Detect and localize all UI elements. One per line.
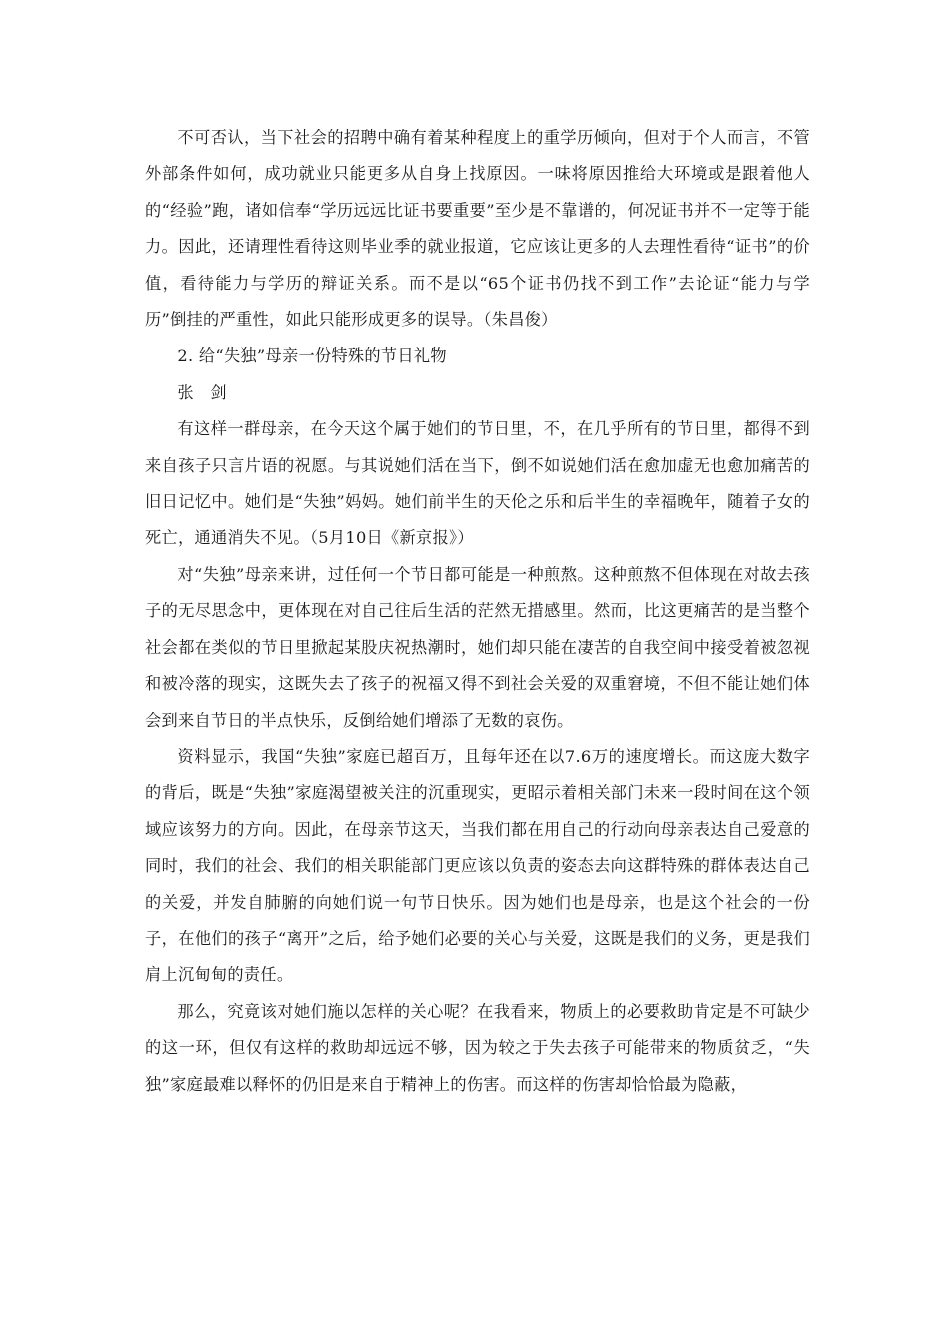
paragraph-intro: 有这样一群母亲，在今天这个属于她们的节日里，不，在几乎所有的节日里，都得不到来自孩子只言片语的祝愿。与其说她们活在当下，倒不如说她们活在愈加虚无也愈加痛苦的旧日记忆中。她们是“失独”妈妈。她们前半生的天伦之乐和后半生的幸福晚年，随着子女的死亡，通通消失不见。（5月10日《新京报》） bbox=[145, 419, 810, 548]
document-page bbox=[145, 120, 810, 1103]
author-name: 张 剑 bbox=[177, 382, 227, 402]
paragraph-certificates-conclusion: 不可否认，当下社会的招聘中确有着某种程度上的重学历倾向，但对于个人而言，不管外部条件如何，成功就业只能更多从自身上找原因。一味将原因推给大环境或是跟着他人的“经验”跑，诸如信奉“学历远远比证书要重要”至少是不靠谱的，何况证书并不一定等于能力。因此，还请理性看待这则毕业季的就业报道，它应该让更多的人去理性看待“证书”的价值，看待能力与学历的辩证关系。而不是以“65个证书仍找不到工作”去论证“能力与学历”倒挂的严重性，如此只能形成更多的误导。（朱昌俊） bbox=[145, 128, 810, 330]
section-heading: 2. 给“失独”母亲一份特殊的节日礼物 bbox=[177, 346, 447, 366]
paragraph-statistics: 资料显示，我国“失独”家庭已超百万，且每年还在以7.6万的速度增长。而这庞大数字的背后，既是“失独”家庭渴望被关注的沉重现实，更昭示着相关部门未来一段时间在这个领域应该努力的方向。因此，在母亲节这天，当我们都在用自己的行动向母亲表达自己爱意的同时，我们的社会、我们的相关职能部门更应该以负责的姿态去向这群特殊的群体表达自己的关爱，并发自肺腑的向她们说一句节日快乐。因为她们也是母亲，也是这个社会的一份子，在他们的孩子“离开”之后，给予她们必要的关心与关爱，这既是我们的义务，更是我们肩上沉甸甸的责任。 bbox=[145, 746, 810, 985]
paragraph-holiday-suffering: 对“失独”母亲来讲，过任何一个节日都可能是一种煎熬。这种煎熬不但体现在对故去孩子的无尽思念中，更体现在对自己往后生活的茫然无措感里。然而，比这更痛苦的是当整个社会都在类似的节日里掀起某股庆祝热潮时，她们却只能在凄苦的自我空间中接受着被忽视和被冷落的现实，这既失去了孩子的祝福又得不到社会关爱的双重窘境，不但不能让她们体会到来自节日的半点快乐，反倒给她们增添了无数的哀伤。 bbox=[145, 564, 810, 730]
paragraph-care: 那么，究竟该对她们施以怎样的关心呢？在我看来，物质上的必要救助肯定是不可缺少的这一环，但仅有这样的救助却远远不够，因为较之于失去孩子可能带来的物质贫乏，“失独”家庭最难以释怀的仍旧是来自于精神上的伤害。而这样的伤害却恰恰最为隐蔽， bbox=[145, 1001, 810, 1094]
